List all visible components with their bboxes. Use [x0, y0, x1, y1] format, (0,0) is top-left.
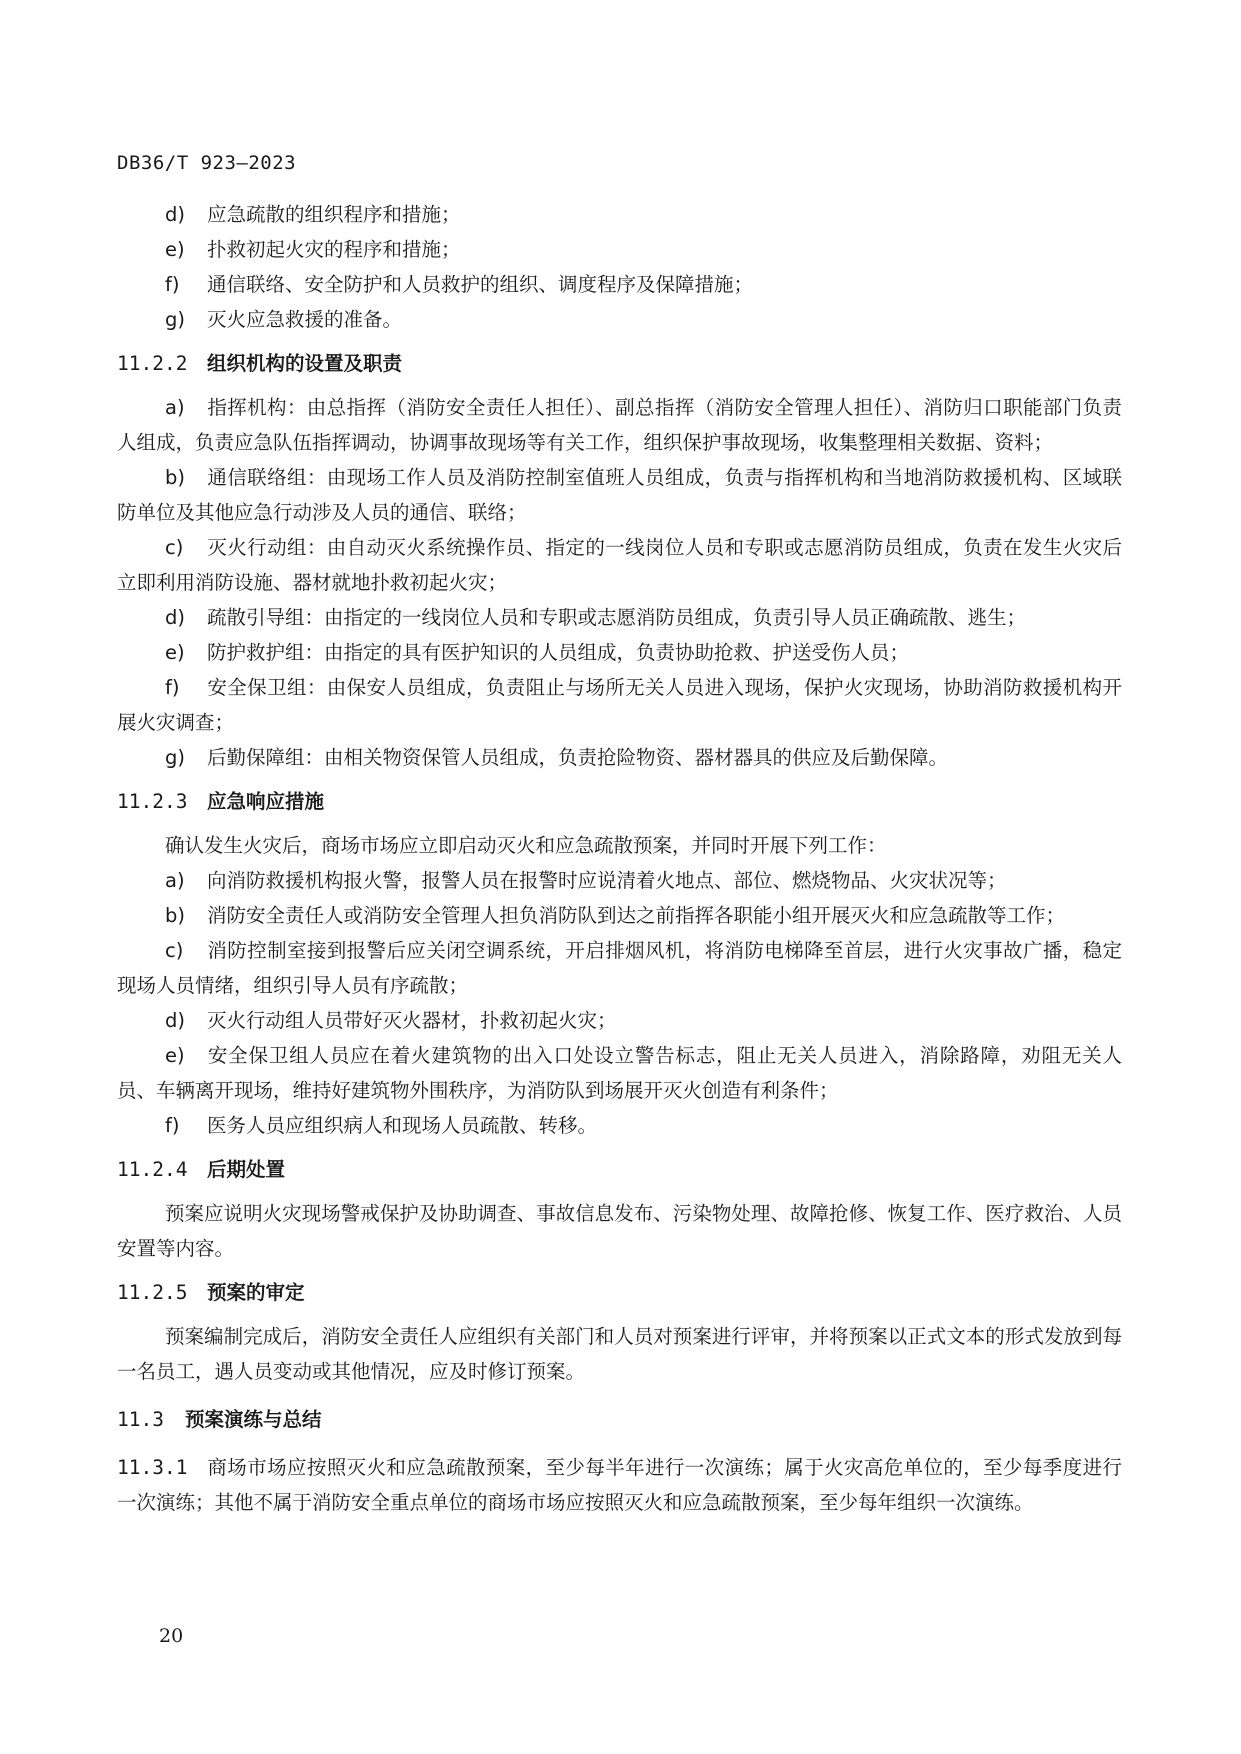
list-item: g) 灭火应急救援的准备。 [165, 308, 403, 331]
list-item: d) 疏散引导组：由指定的一线岗位人员和专职或志愿消防员组成，负责引导人员正确疏散、逃生； [165, 606, 1027, 629]
list-11-2-2 [117, 390, 1122, 775]
list-top [117, 197, 1122, 337]
section-heading-11-2-4: 11.2.4 后期处置 [117, 1158, 286, 1181]
list-item: d) 灭火行动组人员带好灭火器材，扑救初起火灾； [165, 1009, 617, 1032]
list-item: c) 灭火行动组：由自动灭火系统操作员、指定的一线岗位人员和专职或志愿消防员组成，负责在发生火灾后立即利用消防设施、器材就地扑救初起火灾； [117, 536, 1122, 594]
list-item: f) 医务人员应组织病人和现场人员疏散、转移。 [165, 1114, 598, 1137]
section-heading-11-2-2: 11.2.2 组织机构的设置及职责 [117, 352, 403, 375]
document-code: DB36/T 923—2023 [117, 152, 297, 174]
section-heading-11-2-3: 11.2.3 应急响应措施 [117, 790, 325, 813]
list-item: f) 安全保卫组：由保安人员组成，负责阻止与场所无关人员进入现场，保护火灾现场，协助消防救援机构开展火灾调查； [117, 676, 1122, 734]
page-number: 20 [159, 1625, 184, 1647]
list-item: a) 向消防救援机构报火警，报警人员在报警时应说清着火地点、部位、燃烧物品、火灾状况等； [165, 869, 1007, 892]
list-item: f) 通信联络、安全防护和人员救护的组织、调度程序及保障措施； [165, 273, 754, 296]
list-item: e) 安全保卫组人员应在着火建筑物的出入口处设立警告标志，阻止无关人员进入，消除路障，劝阻无关人员、车辆离开现场，维持好建筑物外围秩序，为消防队到场展开灭火创造有利条件； [117, 1044, 1122, 1102]
list-item: b) 通信联络组：由现场工作人员及消防控制室值班人员组成，负责与指挥机构和当地消防救援机构、区域联防单位及其他应急行动涉及人员的通信、联络； [117, 466, 1122, 524]
list-item: d) 应急疏散的组织程序和措施； [165, 203, 461, 226]
section-heading-11-2-5: 11.2.5 预案的审定 [117, 1281, 305, 1304]
clause-11-3-1: 11.3.1 商场市场应按照灭火和应急疏散预案，至少每半年进行一次演练；属于火灾高危单位的，至少每季度进行一次演练；其他不属于消防安全重点单位的商场市场应按照灭火和应急疏散预案，至少每年组织一次演练。 [117, 1456, 1122, 1514]
list-item: c) 消防控制室接到报警后应关闭空调系统，开启排烟风机，将消防电梯降至首层，进行火灾事故广播，稳定现场人员情绪，组织引导人员有序疏散； [117, 939, 1122, 997]
section-paragraph: 预案编制完成后，消防安全责任人应组织有关部门和人员对预案进行评审，并将预案以正式文本的形式发放到每一名员工，遇人员变动或其他情况，应及时修订预案。 [117, 1325, 1122, 1383]
section-heading-11-3: 11.3 预案演练与总结 [117, 1408, 322, 1431]
document-body [117, 197, 1122, 1520]
list-item: g) 后勤保障组：由相关物资保管人员组成，负责抢险物资、器材器具的供应及后勤保障。 [165, 746, 949, 769]
list-item: e) 扑救初起火灾的程序和措施； [165, 238, 461, 261]
list-item: b) 消防安全责任人或消防安全管理人担负消防队到达之前指挥各职能小组开展灭火和应急疏散等工作； [165, 904, 1066, 927]
list-item: e) 防护救护组：由指定的具有医护知识的人员组成，负责协助抢救、护送受伤人员； [165, 641, 910, 664]
section-paragraph: 预案应说明火灾现场警戒保护及协助调查、事故信息发布、污染物处理、故障抢修、恢复工作、医疗救治、人员安置等内容。 [117, 1202, 1122, 1260]
list-11-2-3 [117, 863, 1122, 1143]
list-item: a) 指挥机构：由总指挥（消防安全责任人担任）、副总指挥（消防安全管理人担任）、消防归口职能部门负责人组成，负责应急队伍指挥调动，协调事故现场等有关工作，组织保护事故现场，收集整理相关数据、资料； [117, 396, 1122, 454]
section-intro: 确认发生火灾后，商场市场应立即启动灭火和应急疏散预案，并同时开展下列工作： [165, 834, 887, 857]
